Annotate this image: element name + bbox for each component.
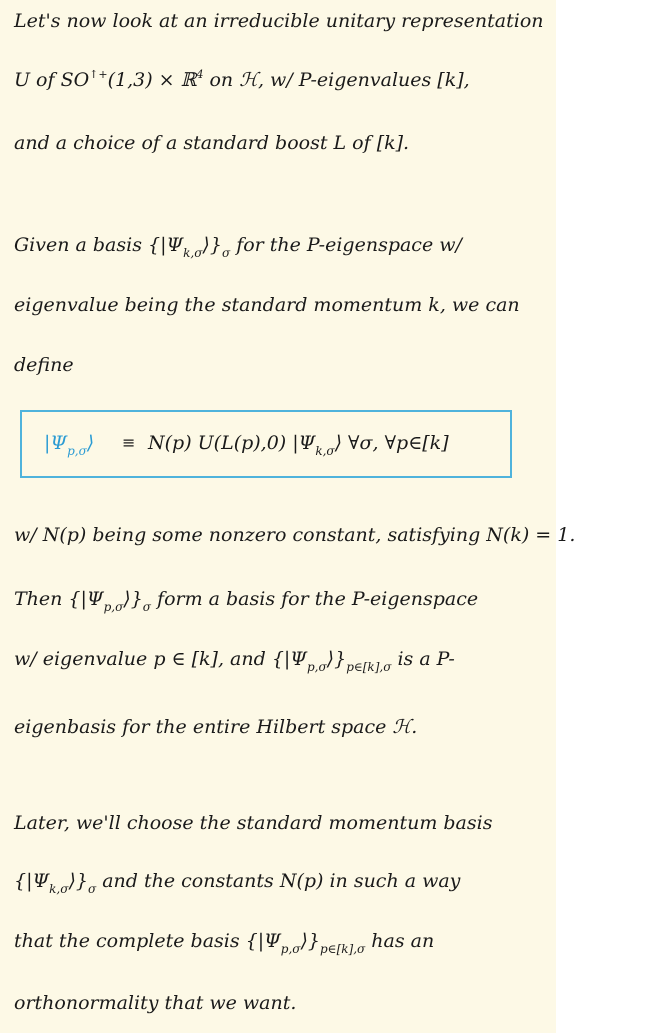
sub: k,σ (315, 444, 335, 458)
text: (1,3) × ℝ (107, 69, 197, 91)
sub: σ (142, 600, 151, 614)
text: that the complete basis {|Ψ (14, 930, 281, 952)
sub: k,σ (49, 882, 69, 896)
definition-box (20, 410, 512, 478)
text: ⟩} (123, 588, 143, 610)
text: on ℋ, w/ P-eigenvalues [k], (209, 69, 470, 91)
text: orthonormality that we want. (14, 992, 297, 1014)
text: for the P-eigenspace w/ (236, 234, 462, 256)
p1-line-2 (14, 68, 470, 91)
text: ⟩ ∀σ, ∀p∈[k] (334, 432, 449, 454)
sub: σ (87, 882, 97, 896)
sub: p,σ (67, 444, 87, 458)
sub: p,σ (306, 660, 327, 674)
text: ⟩} (326, 648, 347, 670)
p4-line-2 (14, 870, 460, 896)
formula-rhs (148, 432, 449, 458)
text: Later, we'll choose the standard momentum basis (14, 812, 493, 834)
text: w/ N(p) being some nonzero constant, satisfying N(k) = 1. (14, 524, 576, 546)
text: is a P- (397, 648, 455, 670)
sub: p∈[k],σ (346, 660, 392, 674)
p2-line-2 (14, 294, 520, 316)
sub: σ (221, 246, 231, 260)
text: has an (371, 930, 435, 952)
text: {|Ψ (14, 870, 50, 892)
p4-line-3 (14, 930, 434, 956)
sup: ↑+ (89, 68, 108, 81)
p3-line-4 (14, 716, 417, 738)
p4-line-4 (14, 992, 296, 1014)
text: form a basis for the P-eigenspace (157, 588, 479, 610)
sub: p∈[k],σ (320, 942, 366, 956)
p3-line-3 (14, 648, 455, 674)
text: and the constants N(p) in such a way (102, 870, 461, 892)
text: |Ψ (44, 432, 68, 454)
text: ⟩} (300, 930, 320, 952)
text: ⟩} (68, 870, 88, 892)
text: define (14, 354, 74, 376)
p3-line-2 (14, 588, 478, 614)
equiv-sign: ≡ (122, 433, 136, 452)
text: eigenbasis for the entire Hilbert space ℋ. (14, 716, 418, 738)
text: U of SO (14, 69, 90, 91)
p1-line-3 (14, 132, 409, 154)
p2-line-3 (14, 354, 74, 376)
p4-line-1 (14, 812, 492, 834)
p1-line-1 (14, 10, 544, 32)
formula-lhs: $|\Psi_{p,\sigma}⟩$ (44, 432, 95, 458)
sub: p,σ (280, 942, 301, 956)
text: and a choice of a standard boost L of [k]. (14, 132, 410, 154)
text: w/ eigenvalue p ∈ [k], and {|Ψ (14, 648, 307, 670)
sub: p,σ (103, 600, 124, 614)
text: N(p) U(L(p),0) |Ψ (148, 432, 316, 454)
text: eigenvalue being the standard momentum k, we can (14, 294, 520, 316)
p2-line-1 (14, 234, 462, 260)
text: Let's now look at an irreducible unitary representation (14, 10, 544, 32)
text: Given a basis {|Ψ (14, 234, 184, 256)
p3-line-1 (14, 524, 575, 546)
sup: 4 (196, 68, 204, 81)
text: ⟩} (202, 234, 222, 256)
sub: k,σ (183, 246, 203, 260)
text: Then {|Ψ (14, 588, 104, 610)
